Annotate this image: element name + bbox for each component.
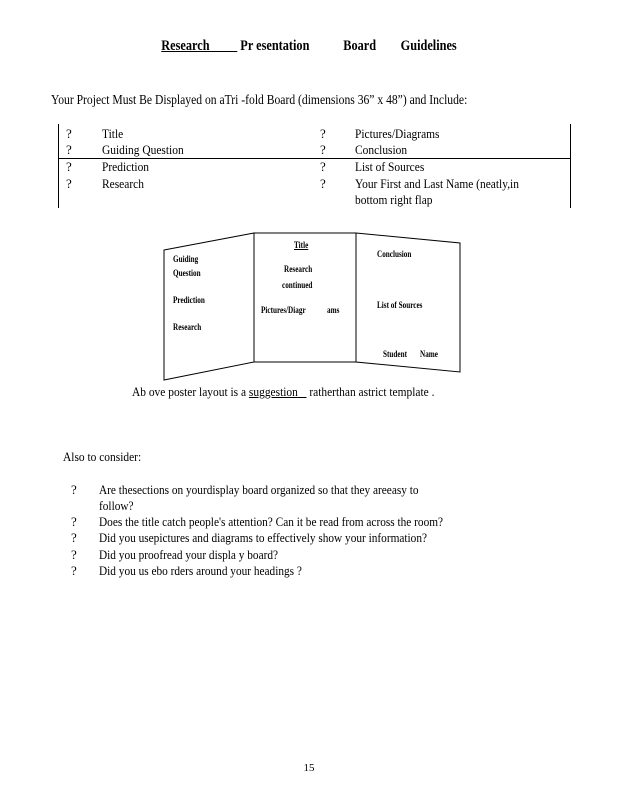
caption-suggestion: suggestion [248,384,298,399]
requirement-pictures-diagrams: Pictures/Diagrams [355,126,440,141]
consider-item-organized: Are thesections on yourdisplay board organized so that they areeasy to [99,482,419,497]
board-label-continued: continued [282,280,313,290]
bullet-glyph: ? [66,176,72,191]
consider-item-pictures: Did you usepictures and diagrams to effectively show your information? [99,530,428,545]
requirement-research: Research [102,176,144,191]
board-label-student: Student [383,349,408,359]
page-number: 15 [303,762,315,774]
title-underline-gap [210,38,238,54]
bullet-glyph: ? [66,159,72,174]
board-label-sources: List of Sources [377,300,423,310]
board-label-question: Question [173,268,201,278]
title-word-presentation: Pr esentation [240,38,310,54]
board-label-name: Name [420,349,438,359]
bullet-glyph: ? [320,176,326,191]
board-label-research: Research [173,322,202,332]
table-right-border [570,124,571,208]
table-left-border [58,124,59,208]
title-word-guidelines: Guidelines [400,38,457,54]
bullet-glyph: ? [71,547,77,562]
board-label-pictures-end: ams [327,305,340,315]
bullet-glyph: ? [71,514,77,529]
requirement-conclusion: Conclusion [355,142,408,157]
requirement-guiding-question: Guiding Question [102,142,184,157]
requirement-title: Title [102,126,124,141]
board-center-panel [254,233,356,362]
also-consider-heading: Also to consider: [63,449,142,464]
diagram-caption [132,384,434,400]
board-label-prediction: Prediction [173,295,205,305]
board-label-guiding: Guiding [173,254,199,264]
bullet-glyph: ? [66,142,72,157]
bullet-glyph: ? [320,159,326,174]
bullet-glyph: ? [71,482,77,497]
board-label-conclusion: Conclusion [377,249,412,259]
caption-underline-gap [298,384,307,399]
consider-item-proofread: Did you proofread your displa y board? [99,547,279,562]
title-word-board: Board [343,38,377,54]
board-label-title: Title [294,240,309,250]
caption-before: Ab ove poster layout is a [132,384,249,399]
requirement-prediction: Prediction [102,159,150,174]
page-title [56,38,563,55]
title-word-research: Research [161,38,210,54]
requirement-name-continued: bottom right flap [355,192,433,207]
consider-item-borders: Did you us ebo rders around your headings ? [99,563,302,578]
bullet-glyph: ? [66,126,72,141]
bullet-glyph: ? [320,142,326,157]
caption-after: ratherthan astrict template . [306,384,435,399]
consider-item-organized-cont: follow? [99,498,134,513]
bullet-glyph: ? [71,563,77,578]
bullet-glyph: ? [71,530,77,545]
board-label-research-cont: Research [284,264,313,274]
intro-text: Your Project Must Be Displayed on aTri -fold Board (dimensions 36” x 48”) and Include: [51,92,468,107]
requirement-list-of-sources: List of Sources [355,159,425,174]
bullet-glyph: ? [320,126,326,141]
board-label-pictures: Pictures/Diagr [261,305,306,315]
consider-item-title: Does the title catch people's attention? Can it be read from across the room? [99,514,444,529]
requirement-name: Your First and Last Name (neatly,in [355,176,519,191]
